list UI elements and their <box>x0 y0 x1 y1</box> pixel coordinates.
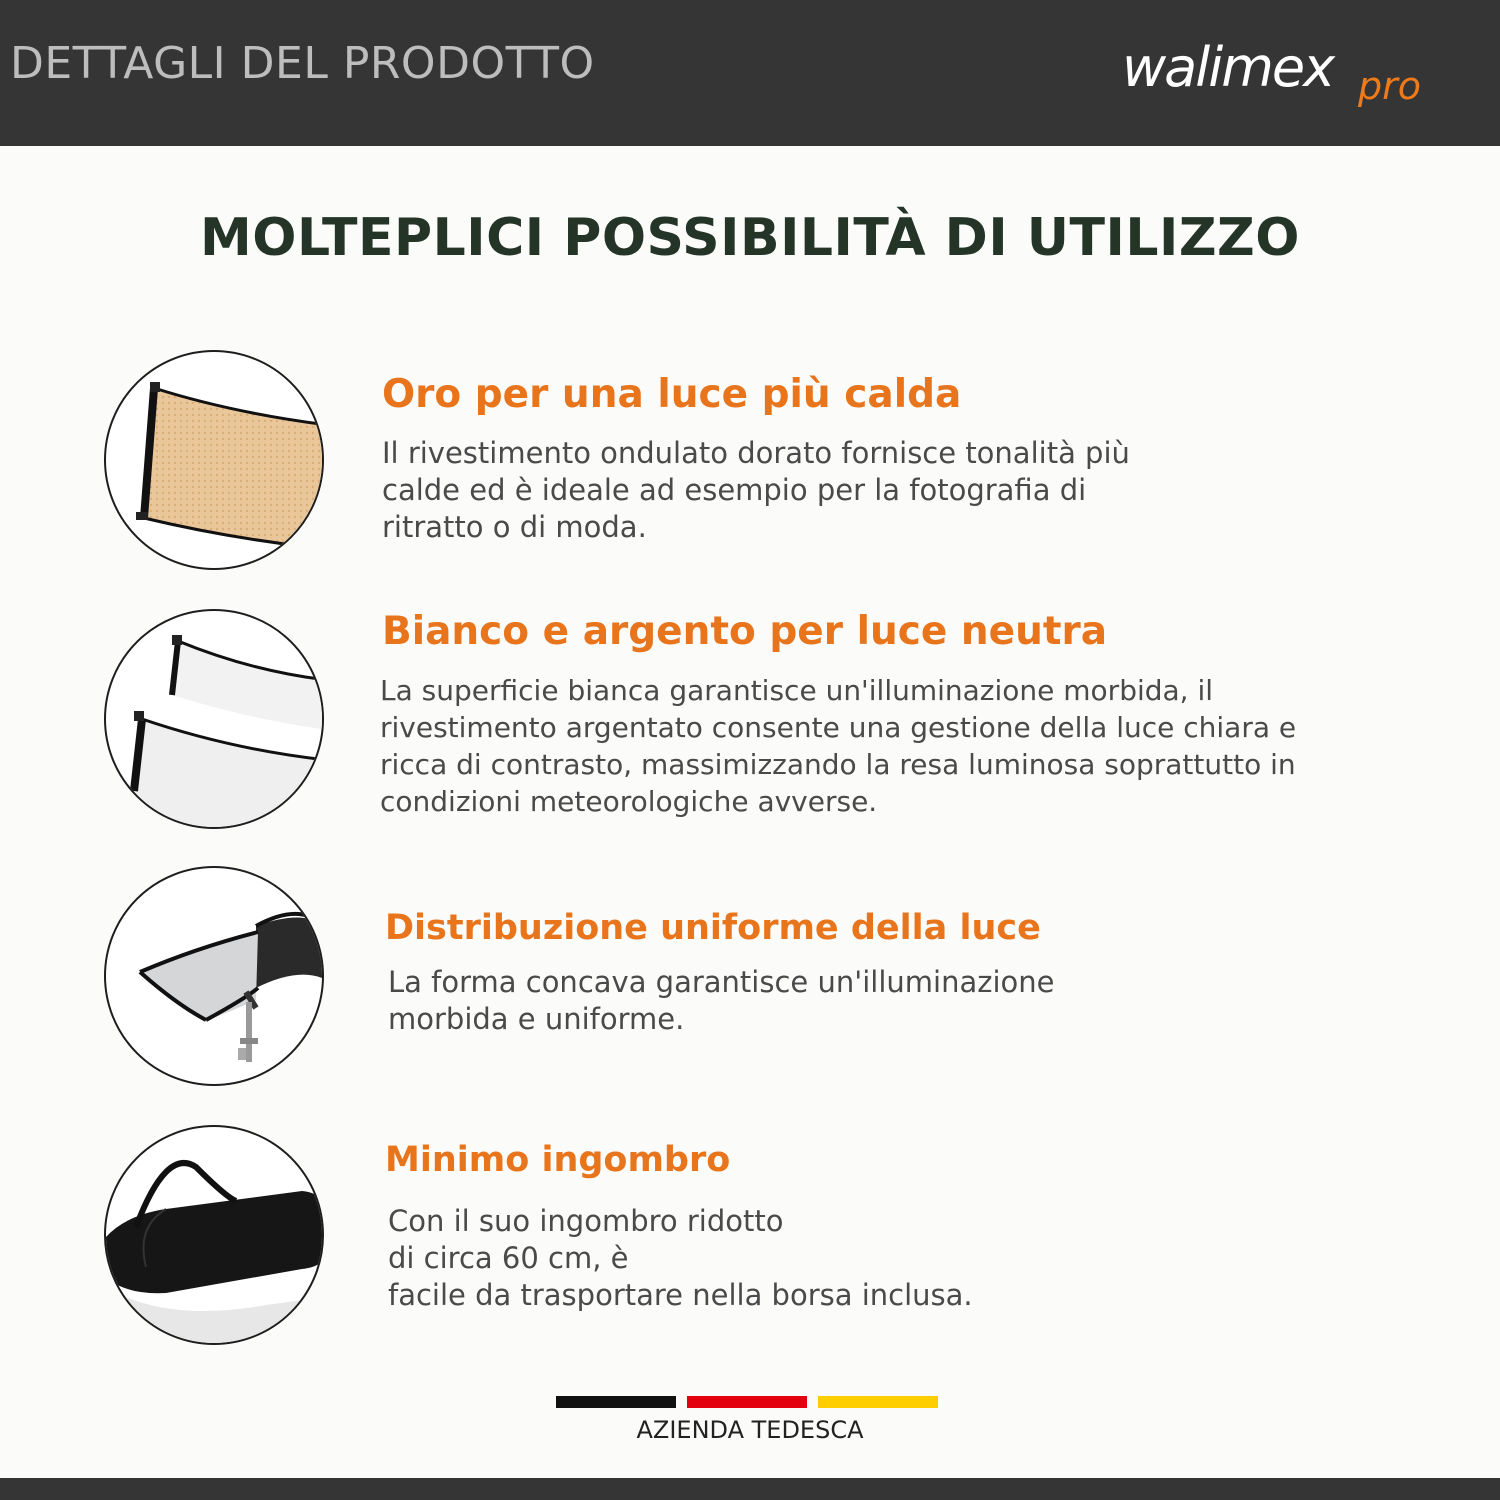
feature-description-line: calde ed è ideale ad esempio per la fotografia di <box>382 473 1087 507</box>
carry-bag-icon <box>104 1125 324 1345</box>
feature-description-line: ricca di contrasto, massimizzando la resa luminosa soprattutto in <box>380 748 1296 781</box>
feature-description-line: facile da trasportare nella borsa inclusa. <box>388 1278 973 1312</box>
feature-title: Bianco e argento per luce neutra <box>382 609 1108 654</box>
feature-description-line: rivestimento argentato consente una gestione della luce chiara e <box>380 711 1297 744</box>
feature-description-line: Con il suo ingombro ridotto <box>388 1204 784 1238</box>
flag-stripe-black <box>556 1396 676 1408</box>
feature-description-line: La forma concava garantisce un'illuminazione <box>388 965 1055 999</box>
feature-description-line: condizioni meteorologiche avverse. <box>380 785 878 818</box>
white-silver-reflector-icon <box>104 609 324 829</box>
feature-description <box>388 964 1054 1038</box>
concave-reflector-stand-icon <box>104 866 324 1086</box>
brand-logo <box>1122 36 1442 116</box>
flag-stripe-red <box>687 1396 807 1408</box>
feature-description-line: morbida e uniforme. <box>388 1002 685 1036</box>
company-origin-label: AZIENDA TEDESCA <box>636 1416 864 1444</box>
feature-description <box>380 672 1296 820</box>
main-title: MOLTEPLICI POSSIBILITÀ DI UTILIZZO <box>200 208 1300 268</box>
header-bar <box>0 0 1500 146</box>
brand-logo-sub: pro <box>1358 64 1421 108</box>
footer-bar <box>0 1478 1500 1500</box>
feature-description-line: La superficie bianca garantisce un'illuminazione morbida, il <box>380 674 1214 707</box>
gold-reflector-icon <box>104 350 324 570</box>
feature-description-line: Il rivestimento ondulato dorato fornisce tonalità più <box>382 436 1130 470</box>
flag-stripe-gold <box>818 1396 938 1408</box>
feature-description <box>382 435 1130 546</box>
brand-logo-main: walimex <box>1122 36 1334 99</box>
page-header-title: DETTAGLI DEL PRODOTTO <box>10 38 595 89</box>
feature-description-line: di circa 60 cm, è <box>388 1241 629 1275</box>
feature-description <box>388 1203 973 1314</box>
feature-title: Distribuzione uniforme della luce <box>385 908 1041 948</box>
feature-title: Minimo ingombro <box>385 1140 731 1180</box>
feature-title: Oro per una luce più calda <box>382 372 962 417</box>
feature-description-line: ritratto o di moda. <box>382 510 647 544</box>
